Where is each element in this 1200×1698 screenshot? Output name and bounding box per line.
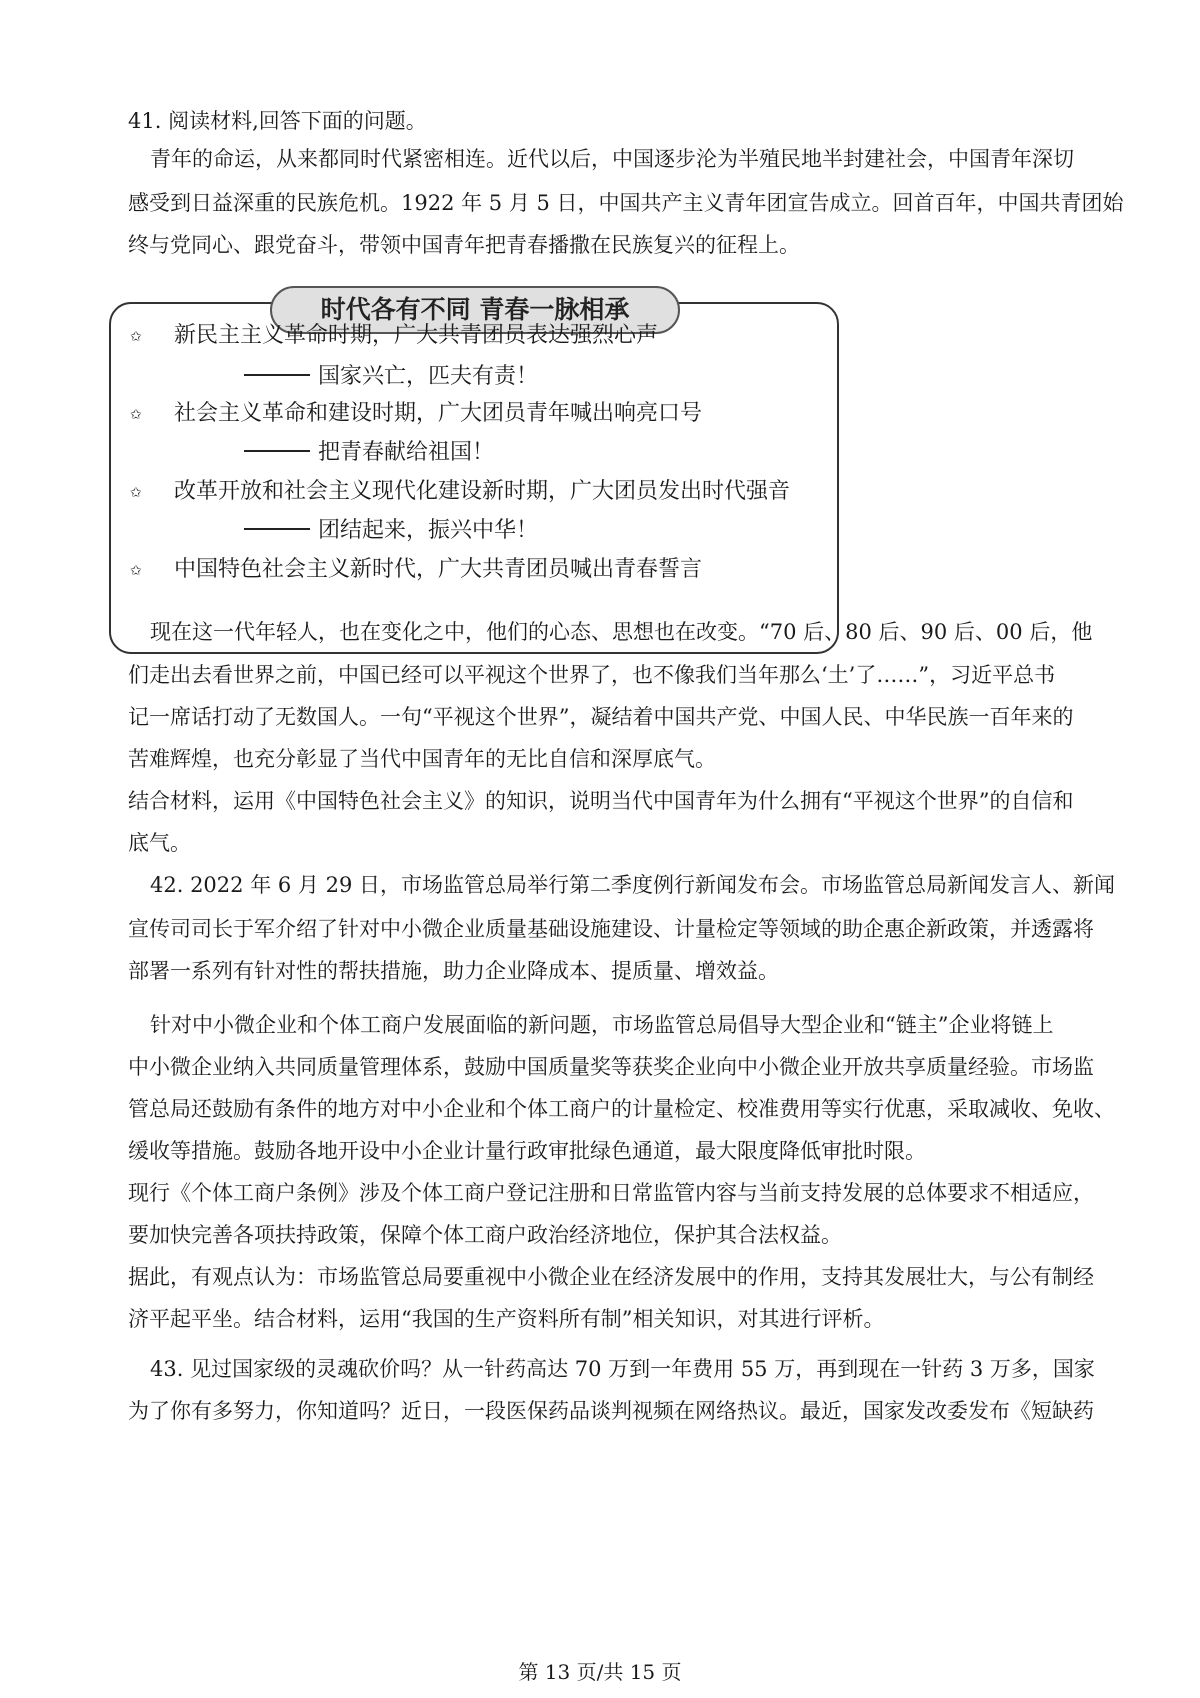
question-line: 据此，有观点认为：市场监管总局要重视中小微企业在经济发展中的作用，支持其发展壮大，与公有制经 (128, 1265, 1094, 1289)
box-item: 新民主主义革命时期，广大共青团员表达强烈心声 (174, 323, 659, 348)
question-line: 济平起平坐。结合材料，运用“我国的生产资料所有制”相关知识，对其进行评析。 (128, 1307, 885, 1331)
box-quote: 把青春献给祖国！ (244, 438, 494, 468)
slogan-box-title: 时代各有不同 青春一脉相承 (270, 286, 680, 334)
box-quote: 国家兴亡，匹夫有责！ (244, 362, 538, 392)
paragraph-line: 终与党同心、跟党奋斗，带领中国青年把青春播撒在民族复兴的征程上。 (128, 233, 800, 257)
paragraph-line: 感受到日益深重的民族危机。1922 年 5 月 5 日，中国共产主义青年团宣告成立。回首百年，中国共青团始 (128, 191, 1124, 215)
paragraph-line: 42. 2022 年 6 月 29 日，市场监管总局举行第二季度例行新闻发布会。市场监管总局新闻发言人、新闻 (150, 873, 1115, 897)
paragraph-line: 针对中小微企业和个体工商户发展面临的新问题，市场监管总局倡导大型企业和“链主”企业将链上 (150, 1013, 1054, 1037)
star-icon: ✩ (130, 485, 142, 501)
page-number: 第 13 页/共 15 页 (518, 1660, 682, 1684)
paragraph-line: 记一席话打动了无数国人。一句“平视这个世界”，凝结着中国共产党、中国人民、中华民族一百年来的 (128, 705, 1074, 729)
paragraph-line: 部署一系列有针对性的帮扶措施，助力企业降成本、提质量、增效益。 (128, 959, 779, 983)
dash-line (244, 528, 310, 530)
paragraph-line: 苦难辉煌，也充分彰显了当代中国青年的无比自信和深厚底气。 (128, 747, 716, 771)
paragraph-line: 缓收等措施。鼓励各地开设中小企业计量行政审批绿色通道，最大限度降低审批时限。 (128, 1139, 926, 1163)
paragraph-line: 43. 见过国家级的灵魂砍价吗？从一针药高达 70 万到一年费用 55 万，再到现在一针药 3 万多，国家 (150, 1357, 1095, 1381)
paragraph-line: 要加快完善各项扶持政策，保障个体工商户政治经济地位，保护其合法权益。 (128, 1223, 842, 1247)
paragraph-line: 中小微企业纳入共同质量管理体系，鼓励中国质量奖等获奖企业向中小微企业开放共享质量经验。市场监 (128, 1055, 1094, 1079)
box-item: 中国特色社会主义新时代，广大共青团员喊出青春誓言 (174, 557, 703, 582)
dash-line (244, 450, 310, 452)
star-icon: ✩ (130, 563, 142, 579)
box-item: 改革开放和社会主义现代化建设新时期，广大团员发出时代强音 (174, 479, 791, 504)
box-quote: 团结起来，振兴中华！ (244, 516, 538, 546)
star-icon: ✩ (130, 329, 142, 345)
question-line: 底气。 (128, 831, 191, 855)
question-line: 结合材料，运用《中国特色社会主义》的知识，说明当代中国青年为什么拥有“平视这个世界”的自信和 (128, 789, 1074, 813)
dash-line (244, 374, 310, 376)
paragraph-line: 们走出去看世界之前，中国已经可以平视这个世界了，也不像我们当年那么‘土’了……”，习近平总书 (128, 663, 1056, 687)
paragraph-line: 青年的命运，从来都同时代紧密相连。近代以后，中国逐步沦为半殖民地半封建社会，中国青年深切 (150, 147, 1074, 171)
question-41-heading: 41. 阅读材料,回答下面的问题。 (128, 109, 427, 133)
paragraph-line: 现行《个体工商户条例》涉及个体工商户登记注册和日常监管内容与当前支持发展的总体要求不相适应， (128, 1181, 1094, 1205)
paragraph-line: 宣传司司长于军介绍了针对中小微企业质量基础设施建设、计量检定等领域的助企惠企新政策，并透露将 (128, 917, 1094, 941)
star-icon: ✩ (130, 407, 142, 423)
paragraph-line: 现在这一代年轻人，也在变化之中，他们的心态、思想也在改变。“70 后、80 后、90 后、00 后，他 (150, 620, 1093, 644)
paragraph-line: 为了你有多努力，你知道吗？近日，一段医保药品谈判视频在网络热议。最近，国家发改委发布《短缺药 (128, 1399, 1094, 1423)
paragraph-line: 管总局还鼓励有条件的地方对中小企业和个体工商户的计量检定、校准费用等实行优惠，采取减收、免收、 (128, 1097, 1115, 1121)
box-item: 社会主义革命和建设时期，广大团员青年喊出响亮口号 (174, 401, 703, 426)
